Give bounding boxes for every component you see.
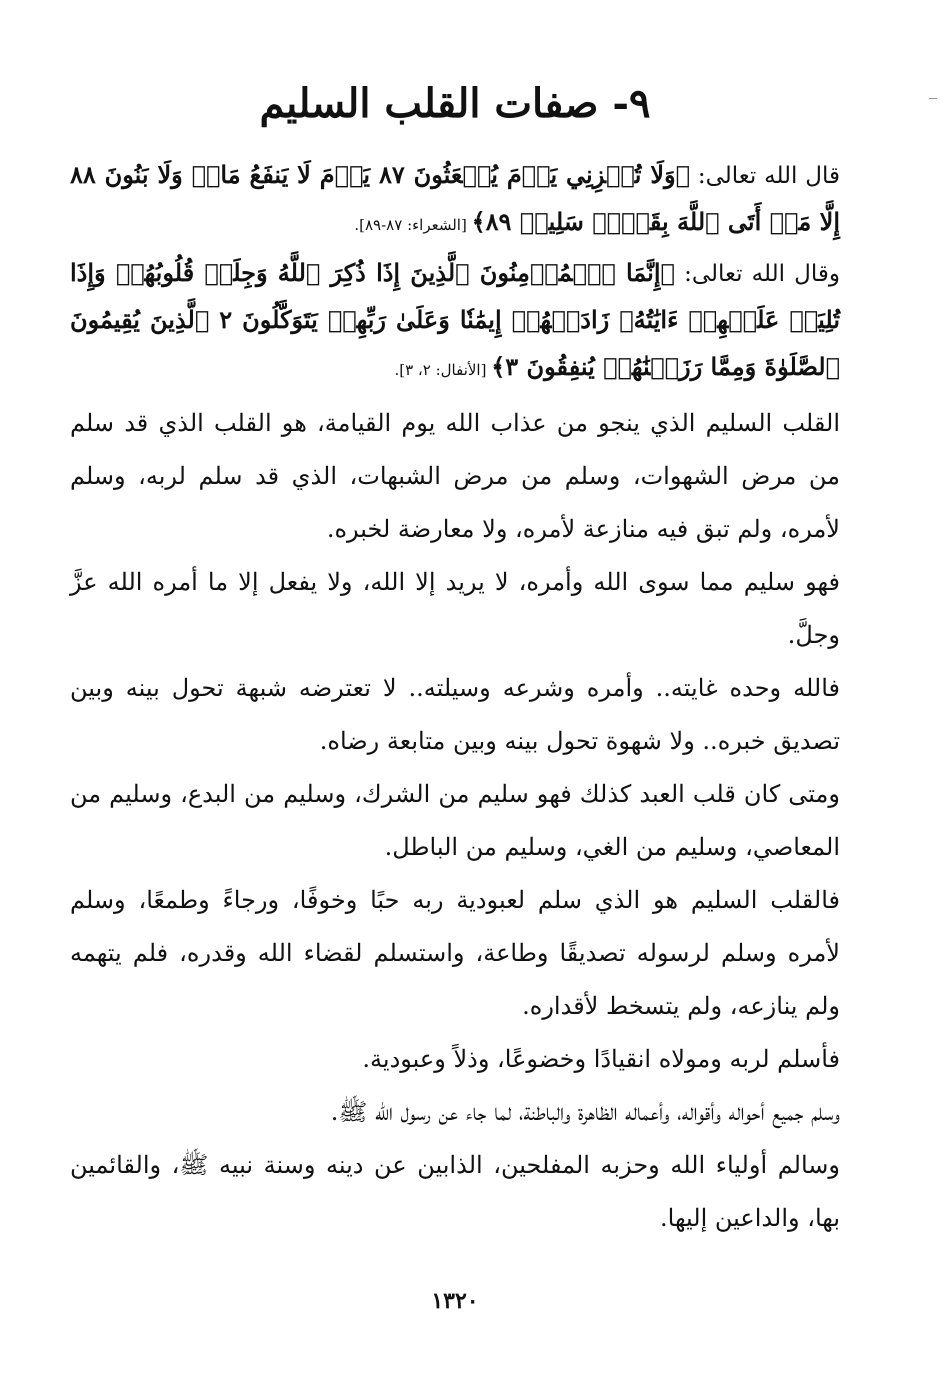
body-paragraph: وسلم جميع أحواله وأقواله، وأعماله الظاهرة والباطنة، لما جاء عن رسول الله ﷺ.: [330, 1098, 840, 1126]
quran-verse-text: ﴿وَلَا تُخۡزِنِي يَوۡمَ يُبۡعَثُونَ ٨٧ يَوۡمَ لَا يَنفَعُ مَالٞ وَلَا بَنُونَ ٨٨ إِلَّا مَنۡ أَتَى ٱللَّهَ بِقَلۡبٖ سَلِيمٖ ٨٩﴾: [70, 160, 840, 236]
verse-intro: قال الله تعالى:: [690, 163, 840, 189]
verse-block-al-anfal: [70, 250, 840, 393]
body-paragraph: فالقلب السليم هو الذي سلم لعبودية ربه حبًا وخوفًا، ورجاءً وطمعًا، وسلم لأمره وسلم لرسوله تصديقًا وطاعة، واستسلم لقضاء الله وقدره، فلم يتهمه ولم ينازعه، ولم يتسخط لأقداره.: [70, 886, 840, 1020]
body-paragraph: فالله وحده غايته.. وأمره وشرعه وسيلته.. لا تعترضه شبهة تحول بينه وبين تصديق خبره.. ولا شهوة تحول بينه وبين متابعة رضاه.: [70, 674, 840, 755]
body-paragraph: وسالم أولياء الله وحزبه المفلحين، الذابين عن دينه وسنة نبيه ﷺ، والقائمين بها، والداعين إليها.: [70, 1151, 840, 1232]
scan-edge-mark: [929, 98, 937, 99]
verse-block-ash-shuara: [70, 152, 840, 248]
chapter-title: ٩- صفات القلب السليم: [259, 80, 651, 127]
verse-reference: [الأنفال: ٢، ٣].: [394, 361, 492, 379]
book-page: [70, 60, 840, 1350]
quran-verse-text: ﴿إِنَّمَا ٱلۡمُؤۡمِنُونَ ٱلَّذِينَ إِذَا ذُكِرَ ٱللَّهُ وَجِلَتۡ قُلُوبُهُمۡ وَإِذَا تُلِيَتۡ عَلَيۡهِمۡ ءَايَٰتُهُۥ زَادَتۡهُمۡ إِيمَٰنٗا وَعَلَىٰ رَبِّهِمۡ يَتَوَكَّلُونَ ٢ ٱلَّذِينَ يُقِيمُونَ ٱلصَّلَوٰةَ وَمِمَّا رَزَقۡنَٰهُمۡ يُنفِقُونَ ٣﴾: [70, 258, 841, 381]
body-paragraph: ومتى كان قلب العبد كذلك فهو سليم من الشرك، وسليم من البدع، وسليم من المعاصي، وسليم من الغي، وسليم من الباطل.: [70, 780, 840, 861]
verse-reference: [الشعراء: ٨٧-٨٩].: [354, 216, 472, 234]
body-paragraph: فأسلم لربه ومولاه انقيادًا وخضوعًا، وذلاً وعبودية.: [362, 1045, 840, 1073]
verse-intro: وقال الله تعالى:: [674, 261, 841, 287]
body-paragraph: القلب السليم الذي ينجو من عذاب الله يوم القيامة، هو القلب الذي قد سلم من مرض الشهوات، وسلم من مرض الشبهات، الذي قد سلم لربه، وسلم لأمره، ولم تبق فيه منازعة لأمره، ولا معارضة لخبره.: [70, 409, 840, 543]
body-paragraph: فهو سليم مما سوى الله وأمره، لا يريد إلا الله، ولا يفعل إلا ما أمره الله عزَّ وجلَّ.: [70, 568, 840, 649]
page-number: ١٣٢٠: [431, 1288, 479, 1314]
